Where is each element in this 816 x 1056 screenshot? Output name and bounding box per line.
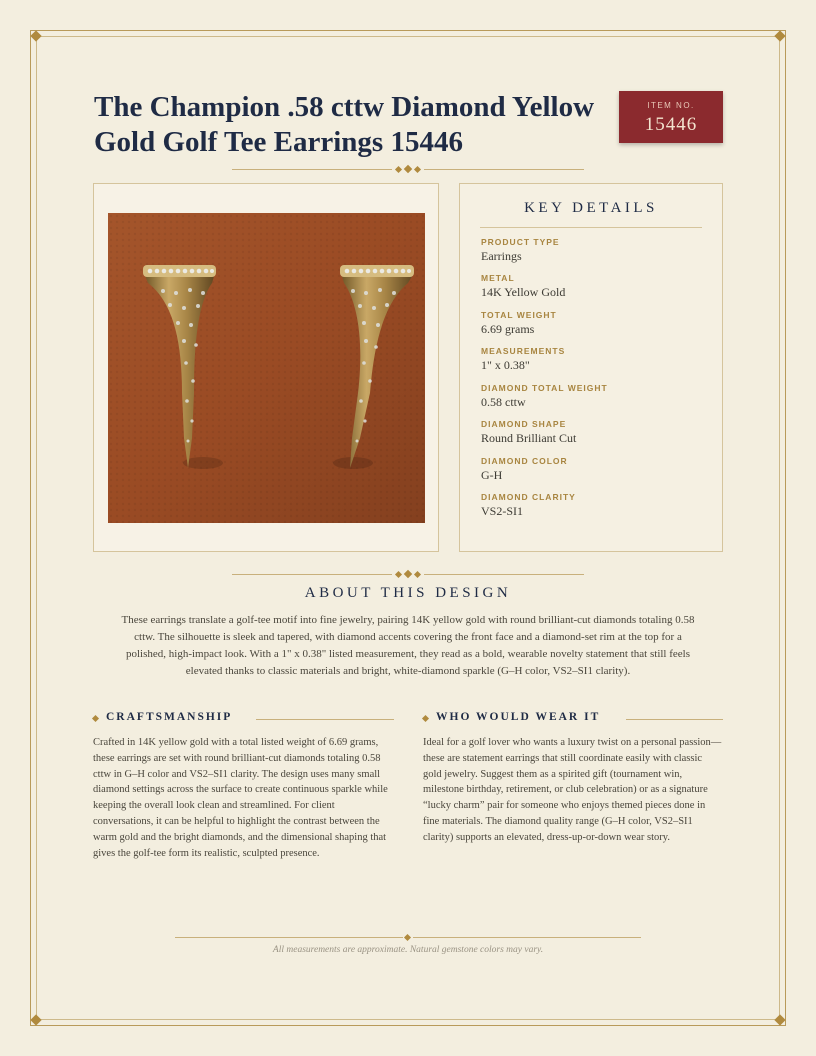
- product-photo: [108, 213, 425, 523]
- wearer-body: Ideal for a golf lover who wants a luxury twist on a personal passion—these are statement earrings that still coordinate easily with classic gold jewelry. Suggest them as a spirited gift (tournament win, milestone birthday, retirement, or club celebration) or as a signature “lucky charm” pair for someone who enjoys themed pieces done in fine materials. The diamond quality range (G–H color, VS2–SI1 clarity) supports an elevated, dress-up-or-down wear story.: [423, 737, 722, 843]
- key-details-title: KEY DETAILS: [524, 200, 658, 216]
- footer-note: All measurements are approximate. Natural gemstone colors may vary.: [272, 945, 544, 955]
- key-details-divider: [480, 227, 702, 228]
- detail-value: Round Brilliant Cut: [481, 431, 577, 445]
- detail-diamond-color: [481, 456, 568, 483]
- detail-metal: [481, 273, 565, 300]
- about-body: These earrings translate a golf-tee motif into fine jewelry, pairing 14K yellow gold with round brilliant-cut diamonds totaling 0.58 cttw. The silhouette is sleek and tapered, with diamond accents covering the front face and a diamond-set rim at the top for a polished, high-impact look. With a 1" x 0.38" listed measurement, they read as a bold, wearable novelty statement that still feels elevated thanks to classic materials and bright, white-diamond sparkle (G–H color, VS2–SI1 clarity).: [121, 614, 695, 677]
- detail-value: Earrings: [481, 249, 522, 263]
- wearer-title: WHO WOULD WEAR IT: [436, 711, 601, 723]
- detail-measurements: [481, 346, 565, 373]
- detail-diamond-shape: [481, 419, 576, 446]
- detail-diamond-clarity: [481, 492, 576, 519]
- detail-diamond-total-weight: [481, 383, 608, 410]
- product-photo-card: [93, 183, 439, 552]
- detail-label: DIAMOND CLARITY: [481, 492, 576, 502]
- detail-value: 14K Yellow Gold: [481, 285, 566, 299]
- detail-label: DIAMOND TOTAL WEIGHT: [481, 383, 608, 393]
- craftsmanship-title: CRAFTSMANSHIP: [106, 711, 233, 723]
- detail-value: 0.58 cttw: [481, 395, 526, 409]
- craftsmanship-body: Crafted in 14K yellow gold with a total listed weight of 6.69 grams, these earrings are set with round brilliant-cut diamonds totaling 0.58 cttw in G–H color and VS2–SI1 clarity. The design uses many small diamond settings across the surface to create continuous sparkle while keeping the overall look clean and streamlined. For client conversations, it can be helpful to highlight the contrast between the warm gold and the bright diamonds, and the dimensional shaping that gives the golf-tee form its realistic, sculpted presence.: [93, 737, 388, 859]
- detail-label: DIAMOND COLOR: [481, 456, 568, 466]
- detail-product-type: [481, 237, 560, 264]
- detail-value: G-H: [481, 468, 503, 482]
- page-title: The Champion .58 cttw Diamond Yellow Gold Golf Tee Earrings 15446: [94, 91, 595, 158]
- detail-label: PRODUCT TYPE: [481, 237, 560, 247]
- detail-value: 6.69 grams: [481, 322, 535, 336]
- detail-label: MEASUREMENTS: [481, 346, 566, 356]
- detail-value: 1" x 0.38": [481, 358, 530, 372]
- item-number-badge: [619, 91, 723, 143]
- item-number-value: 15446: [644, 114, 698, 135]
- detail-label: METAL: [481, 273, 515, 283]
- about-title: ABOUT THIS DESIGN: [304, 585, 512, 601]
- item-number-label: ITEM NO.: [647, 101, 695, 110]
- detail-value: VS2-SI1: [481, 504, 524, 518]
- detail-label: DIAMOND SHAPE: [481, 419, 567, 429]
- detail-total-weight: [481, 310, 557, 337]
- detail-label: TOTAL WEIGHT: [481, 310, 557, 320]
- key-details-card: [459, 183, 723, 552]
